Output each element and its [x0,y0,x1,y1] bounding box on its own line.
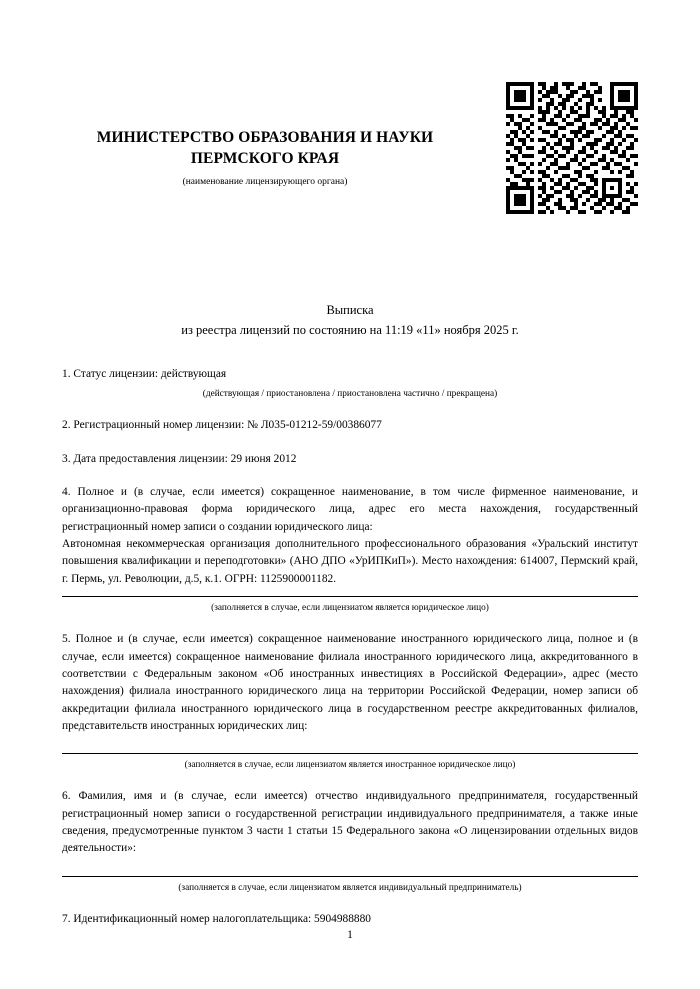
qr-code-icon [506,82,638,214]
ministry-name-line-1: МИНИСТЕРСТВО ОБРАЗОВАНИЯ И НАУКИ [96,129,434,146]
page-number: 1 [347,929,353,941]
licensing-authority-caption: (наименование лицензирующего органа) [182,176,348,187]
ministry-name-line-2: ПЕРМСКОГО КРАЯ [190,149,340,167]
item-5-blank-space [62,735,638,745]
title-line-1: Выписка [326,303,374,317]
item-6-note: (заполняется в случае, если лицензиатом является индивидуальный предприниматель) [178,882,522,893]
item-6-blank-space [62,858,638,868]
item-7-taxpayer-number: 7. Идентификационный номер налогоплательщика: 5904988880 [62,912,372,925]
item-4-legal-entity-value: Автономная некоммерческая организация дополнительного профессионального образования «Уральский институт повышения квалификации и переподготовки» (АНО ДПО «УрИПКиП»). Место нахождения: 614007, Пермский край, г. Пермь, ул. Революции, д.5, к.1. ОГРН: 1125900001182. [62,538,638,585]
document-body [62,366,638,928]
item-6-rule [62,876,638,877]
item-3-issue-date: 3. Дата предоставления лицензии: 29 июня 2012 [62,452,297,465]
item-4-rule [62,596,638,597]
document-header [40,128,490,187]
item-5-rule [62,753,638,754]
item-5-foreign-entity-label: 5. Полное и (в случае, если имеется) сокращенное наименование иностранного юридического лица, полное и (в случае, если имеется) сокращенное наименование филиала иностранного юридического лица, аккредитованного в соответствии с Федеральным законом «Об иностранных инвестициях в Российской Федерации», адрес (место нахождения) филиала иностранного юридического лица на территории Российской Федерации, номер записи об аккредитации филиала иностранного юридического лица в государственном реестре аккредитованных филиалов, представительств иностранных юридических лиц: [62,633,638,732]
item-5-note: (заполняется в случае, если лицензиатом является иностранное юридическое лицо) [184,760,516,771]
item-4-note: (заполняется в случае, если лицензиатом является юридическое лицо) [211,603,489,614]
item-1-status: 1. Статус лицензии: действующая [62,368,227,380]
item-2-registration-number: 2. Регистрационный номер лицензии: № Л035-01212-59/00386077 [62,419,382,432]
item-6-individual-entrepreneur-label: 6. Фамилия, имя и (в случае, если имеется) отчество индивидуального предпринимателя, государственный регистрационный номер записи о государственной регистрации индивидуального предпринимателя, а также иные сведения, предусмотренные пунктом 3 части 1 статьи 15 Федерального закона «О лицензировании отдельных видов деятельности»: [62,790,638,855]
item-4-legal-entity-label: 4. Полное и (в случае, если имеется) сокращенное наименование, в том числе фирменное наименование, и организационно-правовая форма юридического лица, адрес его места нахождения, государственный регистрационный номер записи о создании юридического лица: [62,486,638,533]
item-1-note: (действующая / приостановлена / приостановлена частично / прекращена) [202,389,498,400]
title-line-2: из реестра лицензий по состоянию на 11:19 «11» ноября 2025 г. [181,323,519,337]
document-title [60,300,640,340]
